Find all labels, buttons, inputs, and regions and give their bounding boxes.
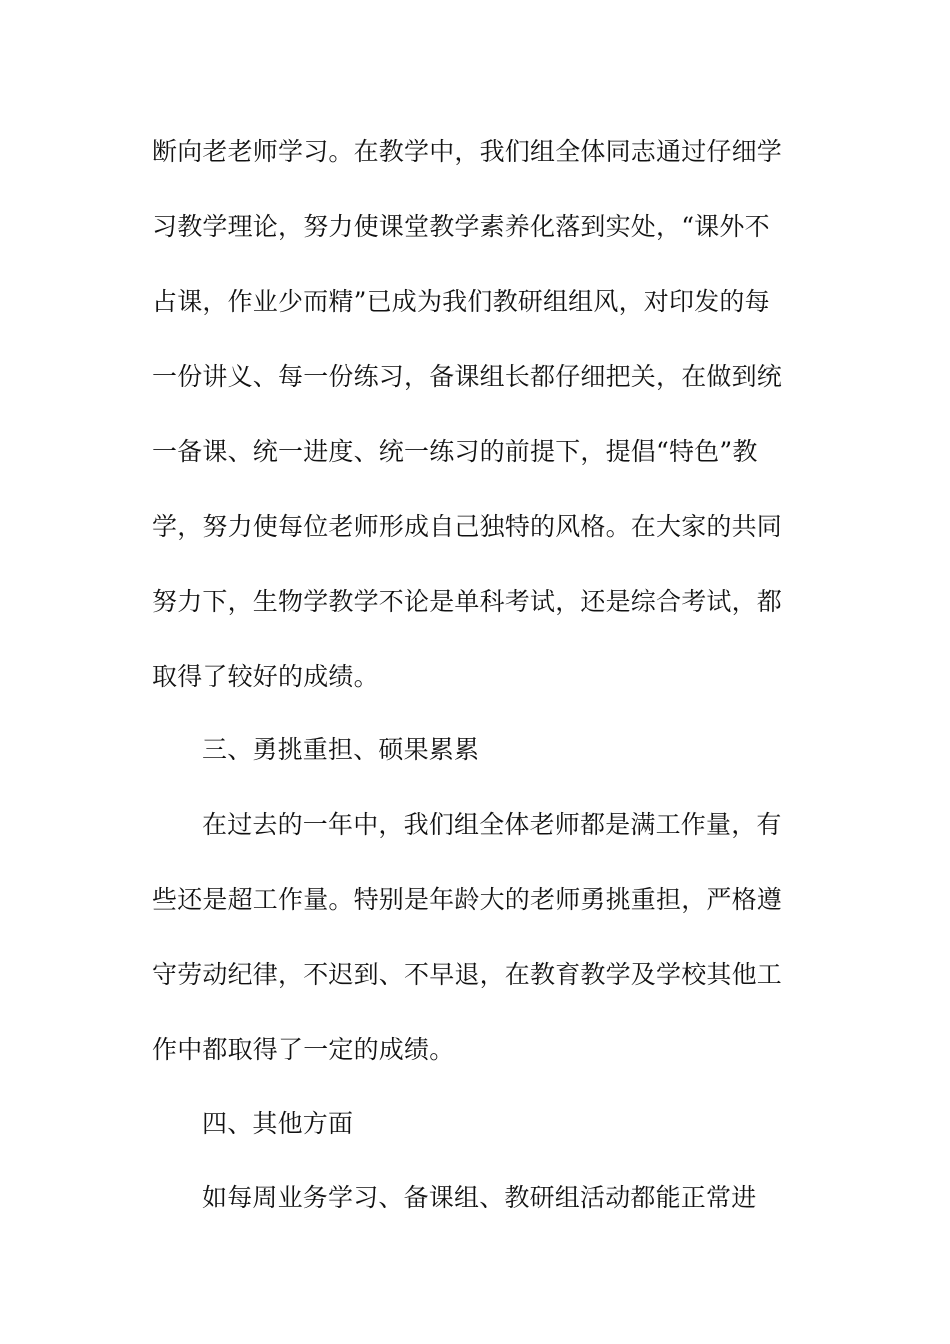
paragraph-line-1: 断向老老师学习。在教学中，我们组全体同志通过仔细学 (152, 137, 783, 166)
paragraph-line-8: 取得了较好的成绩。 (152, 662, 379, 691)
paragraph-line-3: 占课，作业少而精”已成为我们教研组组风，对印发的每 (152, 287, 770, 316)
paragraph-line-12: 作中都取得了一定的成绩。 (152, 1035, 455, 1064)
paragraph-line-7: 努力下，生物学教学不论是单科考试，还是综合考试，都 (152, 587, 783, 616)
paragraph-line-13: 如每周业务学习、备课组、教研组活动都能正常进 (202, 1183, 757, 1212)
paragraph-line-11: 守劳动纪律，不迟到、不早退，在教育教学及学校其他工 (152, 960, 783, 989)
section-heading-3: 三、勇挑重担、硕果累累 (202, 735, 480, 764)
section-heading-4: 四、其他方面 (202, 1109, 354, 1138)
paragraph-line-9: 在过去的一年中，我们组全体老师都是满工作量，有 (202, 810, 782, 839)
paragraph-line-5: 一备课、统一进度、统一练习的前提下，提倡“特色”教 (152, 437, 758, 466)
paragraph-line-4: 一份讲义、每一份练习，备课组长都仔细把关，在做到统 (152, 362, 783, 391)
paragraph-line-2: 习教学理论，努力使课堂教学素养化落到实处，“课外不 (152, 212, 770, 241)
paragraph-line-6: 学，努力使每位老师形成自己独特的风格。在大家的共同 (152, 512, 783, 541)
paragraph-line-10: 些还是超工作量。特别是年龄大的老师勇挑重担，严格遵 (152, 885, 783, 914)
